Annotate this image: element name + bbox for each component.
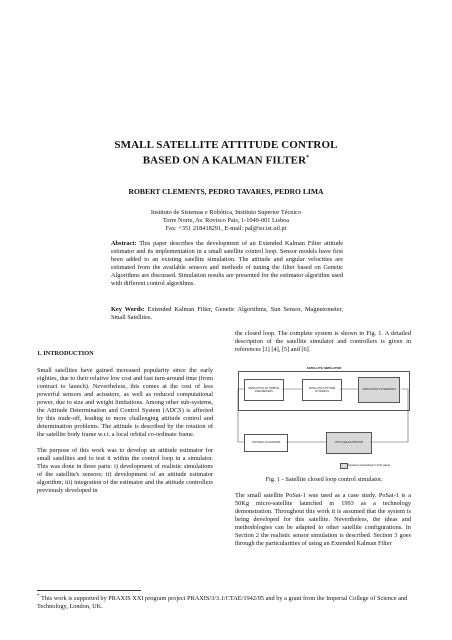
block-control-algorithm: CONTROL ALGORITHM: [244, 434, 288, 452]
block-orbital-parameters: SIMULATION OF ORBITAL PARAMETERS: [244, 379, 284, 401]
affiliation-line-2: Torre Norte, Av. Rovisco Pais, 1-1049-001 Lisboa: [162, 217, 290, 224]
intro-paragraph-2: The purpose of this work was to develop an attitude estimator for small satellites and to test it within the control loop in a simulator. This was done in three parts: i) development of realistic simulations of the satellite's sensors; ii) development of an attitude estimator algorithm; iii) integration of the estimator and the attitude controllers previously developed in: [37, 447, 213, 494]
keywords-text: Extended Kalman Filter, Genetic Algorithms, Sun Sensor, Magnetometer, Small Satellites.: [111, 306, 343, 321]
abstract-text: This paper describes the development of an Extended Kalman Filter attitude estimator and its implementation in a small satellite control loop. Sensor models have first been added to an existing satellite simulation. The attitude and angular velocities are estimated from the available sensors and methods of tuning the filter based on Genetic Algorithms are discussed. Simulation results are presented for the estimator algorithm used with different control algorithms.: [111, 240, 343, 287]
block-attitude-dynamics: SATELLITE ATTITUDE DYNAMICS: [302, 379, 342, 401]
keywords-label: Key Words:: [111, 306, 145, 313]
footnote-rule: [37, 590, 141, 591]
title-line-1: SMALL SATELLITE ATTITUDE CONTROL: [114, 139, 338, 151]
left-column: [37, 350, 213, 503]
legend-text: Systems described in this paper: [348, 462, 391, 467]
figure-connections: [236, 366, 412, 472]
title-footnote-mark: *: [306, 155, 310, 161]
section-1-heading: 1. INTRODUCTION: [37, 350, 94, 357]
keywords: [111, 306, 343, 322]
affiliation-line-3: Fax: +351 218418291, E-mail: pal@isr.ist.utl.pt: [165, 225, 287, 232]
title-line-2: BASED ON A KALMAN FILTER*: [142, 154, 310, 167]
abstract-label: Abstract:: [111, 240, 137, 247]
right-paragraph-1: the closed loop. The complete system is shown in Fig. 1. A detailed description of the satellite simulator and controllers is given in references [1] [4], [5] and [6].: [235, 330, 411, 353]
right-column-bottom: [235, 492, 411, 556]
simulator-label: SATELLITE SIMULATOR: [306, 366, 342, 370]
figure-1-caption: Fig. 1 - Satellite closed loop control simulator.: [265, 476, 383, 483]
abstract: [111, 240, 343, 288]
right-column-top: [235, 330, 411, 362]
footnote-text: This work is supported by PRAXIS XXI program project PRAXIS/3/3.1/CTAE/1942/95 and by a grant from the Imperial College of Science and Technology, London, UK.: [37, 595, 408, 611]
arrow-control-orbit: [238, 389, 244, 442]
figure-1: [236, 366, 412, 472]
block-sensors: SIMULATION OF SENSORS: [358, 377, 400, 403]
legend-swatch: [340, 463, 348, 469]
authors: ROBERT CLEMENTS, PEDRO TAVARES, PEDRO LIMA: [128, 187, 324, 196]
footnote: [37, 593, 415, 611]
affiliation: [0, 209, 452, 233]
block-attitude-estimator: ATTITUDE ESTIMATOR: [326, 432, 372, 454]
intro-paragraph-1: Small satellites have gained increased popularity since the early eighties, due to their relative low cost and fast turn-around time (from contract to launch). Nevertheless, this comes at the cost of less powerful sensors and actuators, as well as reduced computational power, due to size and weight limitations. Among other sub-systems, the Attitude Determination and Control System (ADCS) is affected by this trade-off, leading to more challenging attitude control and determination problems. The attitude is described by the rotation of the satellite body frame w.r.t. a local orbital co-ordinate frame.: [37, 367, 213, 438]
right-paragraph-2: The small satellite PoSat-1 was used as a case study. PoSat-1 is a 50Kg micro-satellite launched in 1993 as a technology demonstration. Throughout this work it is assumed that the system is being developed for this satellite. Nevertheless, the ideas and methodologies can be adapted to other satellite configurations. In Section 2 the realistic sensor simulation is described. Section 3 goes through the particularities of using an Extended Kalman Filter: [235, 492, 411, 547]
footnote-mark: *: [37, 594, 40, 599]
arrow-sensors-estimator: [370, 389, 408, 442]
paper-title: [0, 139, 452, 168]
affiliation-line-1: Instituto de Sistemas e Robótica, Instituto Superior Técnico: [150, 209, 302, 216]
